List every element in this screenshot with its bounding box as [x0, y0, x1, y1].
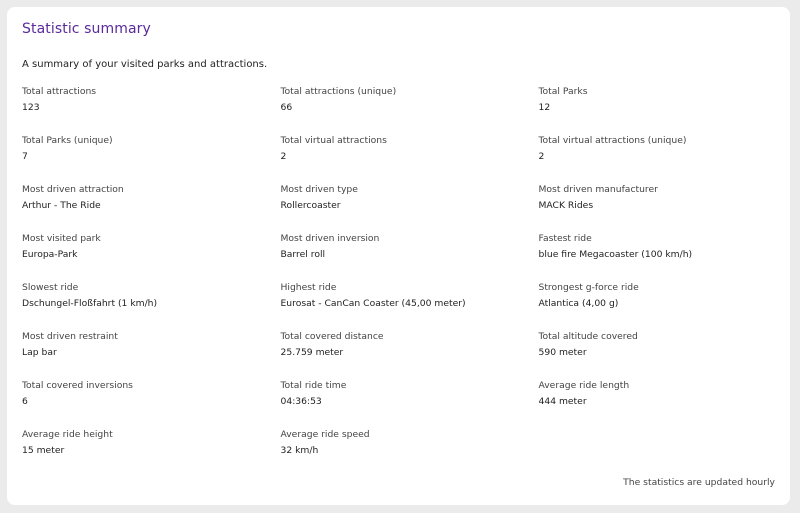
stat-value: 6 — [22, 396, 28, 407]
stat-value: 04:36:53 — [280, 396, 322, 407]
stat-most-driven-attraction — [22, 184, 281, 233]
stat-total-attractions — [22, 86, 281, 135]
stat-total-parks-unique — [22, 135, 281, 184]
stat-total-virtual-attractions-unique — [539, 135, 783, 184]
stat-total-covered-inversions — [22, 380, 281, 429]
stat-label: Total covered distance — [280, 331, 384, 342]
stat-value: 2 — [280, 151, 287, 162]
stat-most-visited-park — [22, 233, 281, 282]
stat-value: Rollercoaster — [280, 200, 341, 211]
stat-label: Total Parks — [538, 86, 588, 97]
stat-label: Average ride height — [22, 429, 113, 440]
stat-most-driven-restraint — [22, 331, 281, 380]
stat-label: Total virtual attractions (unique) — [538, 135, 687, 146]
stat-total-parks — [539, 86, 783, 135]
stat-value: Dschungel-Floßfahrt (1 km/h) — [22, 298, 158, 309]
stat-value: 123 — [22, 102, 40, 113]
stat-highest-ride — [281, 282, 539, 331]
stat-slowest-ride — [22, 282, 281, 331]
stat-label: Total attractions — [22, 86, 97, 97]
stat-fastest-ride — [539, 233, 783, 282]
stat-label: Most visited park — [22, 233, 101, 244]
stat-strongest-g-force-ride — [539, 282, 783, 331]
stat-value: 32 km/h — [280, 445, 319, 456]
stat-label: Average ride speed — [280, 429, 370, 440]
stat-average-ride-length — [539, 380, 783, 429]
stat-value: Barrel roll — [280, 249, 326, 260]
stat-total-covered-distance — [281, 331, 539, 380]
stat-most-driven-type — [281, 184, 539, 233]
stat-most-driven-inversion — [281, 233, 539, 282]
update-note: The statistics are updated hourly — [623, 477, 775, 488]
stat-label: Most driven inversion — [280, 233, 380, 244]
stat-value: Atlantica (4,00 g) — [538, 298, 619, 309]
stat-label: Slowest ride — [22, 282, 79, 293]
stat-value: Lap bar — [22, 347, 57, 358]
stat-label: Total attractions (unique) — [280, 86, 397, 97]
stat-label: Total virtual attractions — [280, 135, 387, 146]
card-subtitle: A summary of your visited parks and attractions. — [22, 59, 268, 70]
stat-label: Total covered inversions — [22, 380, 133, 391]
card-title: Statistic summary — [22, 21, 151, 37]
stats-grid — [22, 86, 782, 478]
stat-label: Total Parks (unique) — [22, 135, 113, 146]
stat-value: 25.759 meter — [280, 347, 344, 358]
stat-label: Average ride length — [538, 380, 630, 391]
stat-average-ride-speed — [281, 429, 539, 478]
stat-value: blue fire Megacoaster (100 km/h) — [538, 249, 693, 260]
stat-label: Most driven restraint — [22, 331, 118, 342]
stat-value: Eurosat - CanCan Coaster (45,00 meter) — [280, 298, 466, 309]
stat-label: Total altitude covered — [538, 331, 638, 342]
stat-value: Arthur - The Ride — [22, 200, 101, 211]
stat-value: 7 — [22, 151, 28, 162]
stat-value: 12 — [538, 102, 551, 113]
stat-value: 15 meter — [22, 445, 65, 456]
stat-value: Europa-Park — [22, 249, 78, 260]
stat-value: 590 meter — [538, 347, 587, 358]
stat-average-ride-height — [22, 429, 281, 478]
stat-value: 444 meter — [538, 396, 587, 407]
stat-total-virtual-attractions — [281, 135, 539, 184]
stat-value: 66 — [280, 102, 293, 113]
stat-label: Strongest g-force ride — [538, 282, 639, 293]
stat-total-ride-time — [281, 380, 539, 429]
statistic-summary-card — [7, 7, 790, 505]
stat-label: Total ride time — [280, 380, 347, 391]
stat-label: Most driven type — [280, 184, 358, 195]
stat-total-attractions-unique — [281, 86, 539, 135]
stat-label: Most driven attraction — [22, 184, 124, 195]
stat-label: Highest ride — [280, 282, 337, 293]
stat-total-altitude-covered — [539, 331, 783, 380]
stat-value: 2 — [538, 151, 545, 162]
stat-label: Fastest ride — [538, 233, 592, 244]
stat-most-driven-manufacturer — [539, 184, 783, 233]
stat-label: Most driven manufacturer — [538, 184, 658, 195]
stat-value: MACK Rides — [538, 200, 594, 211]
